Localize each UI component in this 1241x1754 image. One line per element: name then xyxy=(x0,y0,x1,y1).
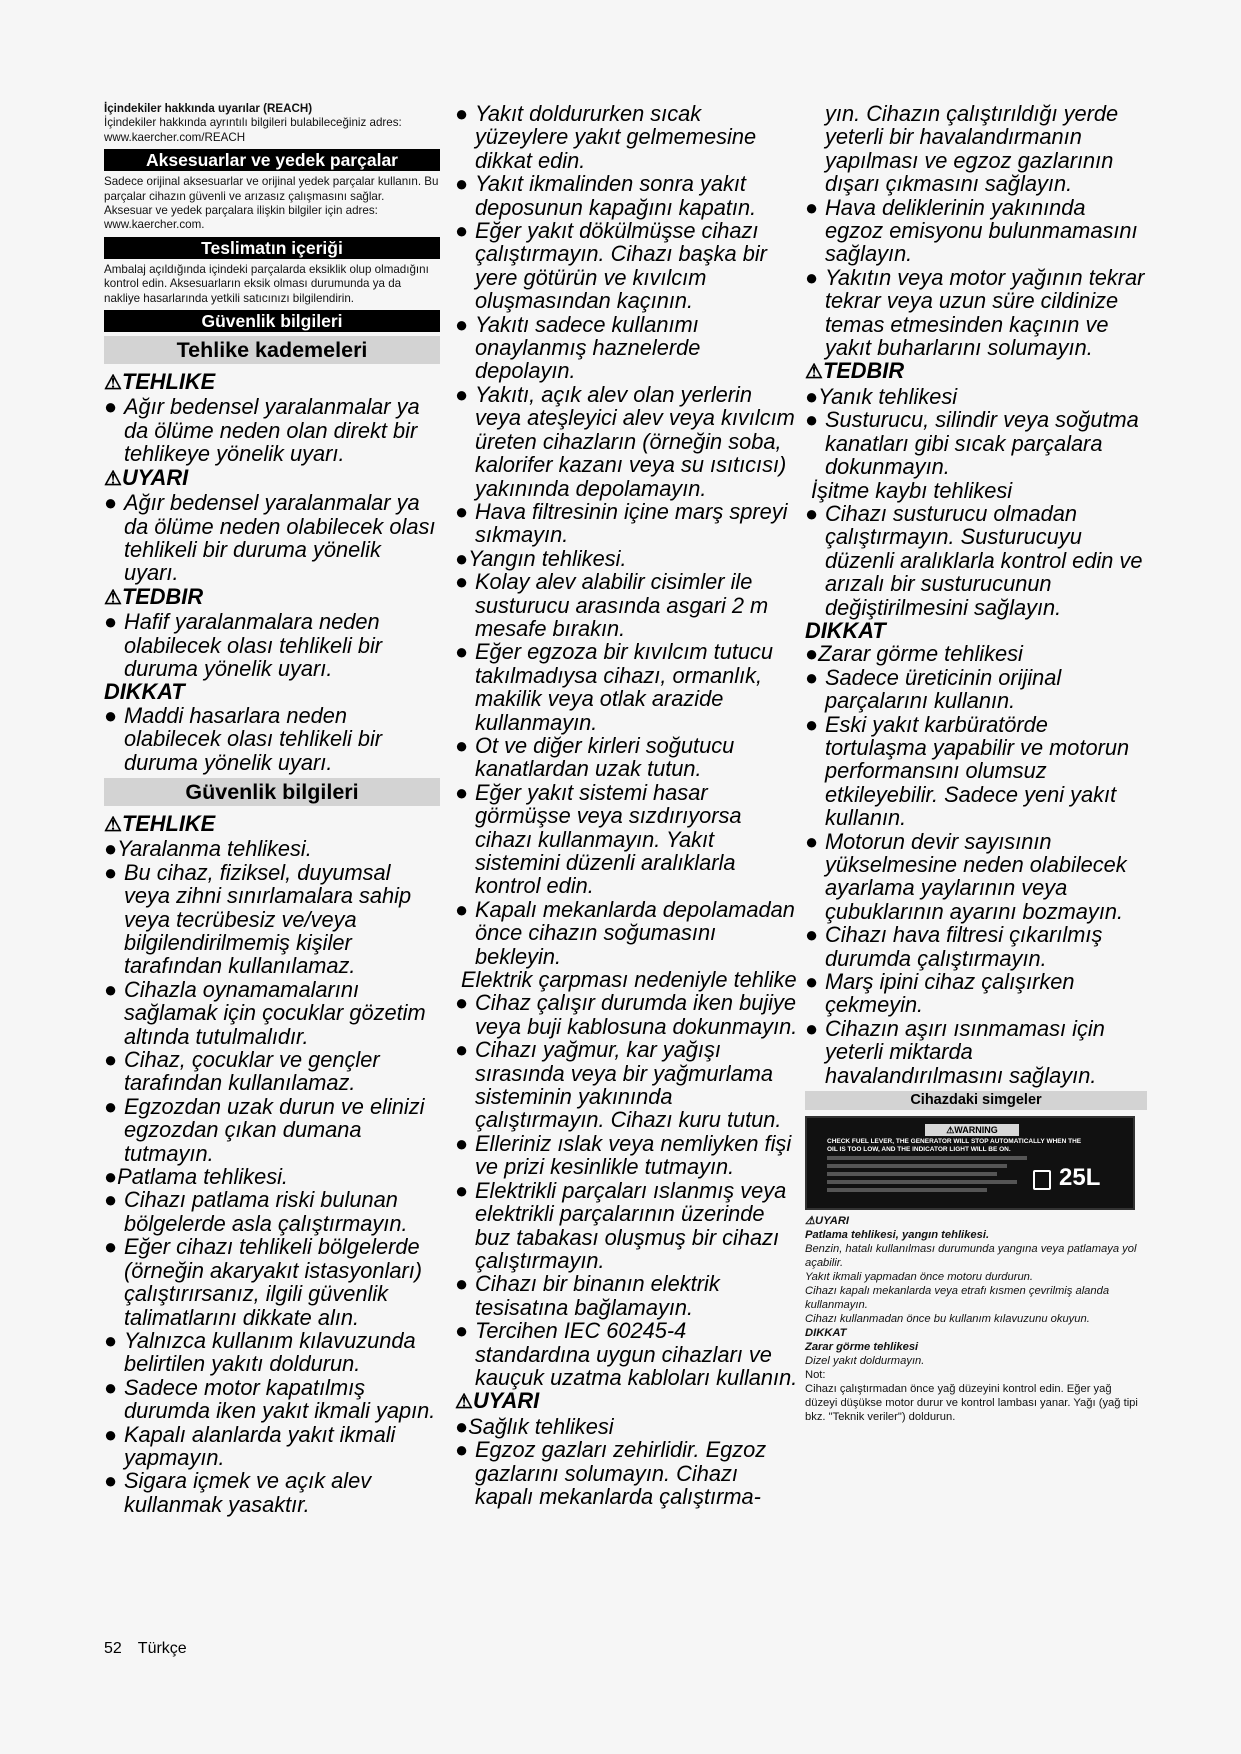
list-item: ● Tercihen IEC 60245-4 standardına uygun cihazları ve kauçuk uzatma kabloları kullanın. xyxy=(455,1318,798,1390)
page-footer xyxy=(104,1640,203,1658)
sticker-explosion: Patlama tehlikesi, yangın tehlikesi. xyxy=(805,1229,990,1242)
list-item: ● Yalnızca kullanım kılavuzunda belirtilen yakıtı doldurun. xyxy=(104,1327,416,1377)
danger2-heading: ⚠TEHLIKE xyxy=(104,810,216,836)
list-item: ● Eğer yakıt sistemi hasar görmüşse veya sızdırıyorsa cihazı kullanmayın. Yakıt sistemini düzenli aralıklarla kontrol edin. xyxy=(455,779,742,899)
sticker-text-6: Cihazı çalıştırmadan önce yağ düzeyini kontrol edin. Eğer yağ düzeyi düşükse motor durur ve kontrol lambası yanar. Yağı (yağ tipi bkz. "Teknik veriler") doldurun. xyxy=(805,1383,1138,1424)
list-item: ● Marş ipini cihaz çalışırken çekmeyin. xyxy=(805,969,1075,1018)
sticker-text-4: Cihazı kullanmadan önce bu kullanım kılavuzunu okuyun. xyxy=(805,1313,1090,1326)
warning-triangle-icon: ⚠ xyxy=(104,372,122,395)
accessories-header: Aksesuarlar ve yedek parçalar xyxy=(104,149,440,171)
hazard-levels-header: Tehlike kademeleri xyxy=(104,336,440,364)
warning-text: ● Ağır bedensel yaralanmalar ya da ölüme neden olabilecek olası tehlikeli bir duruma yönelik uyarı. xyxy=(104,490,436,586)
list-item: ● Cihazı bir binanın elektrik tesisatına bağlamayın. xyxy=(455,1271,720,1320)
list-item: ● Kapalı mekanlarda depolamadan önce cihazın soğumasını bekleyin. xyxy=(455,896,795,969)
explosion-label: ●Patlama tehlikesi. xyxy=(104,1164,288,1190)
danger-text: ● Ağır bedensel yaralanmalar ya da ölüme neden olan direkt bir tehlikeye yönelik uyarı. xyxy=(104,394,420,467)
sticker-text-1: Benzin, hatalı kullanılması durumunda yangına veya patlamaya yol açabilir. xyxy=(805,1243,1137,1270)
attention-text: ● Maddi hasarlara neden olabilecek olası tehlikeli bir duruma yönelik uyarı. xyxy=(104,702,383,775)
list-item: ● Cihaz çalışır durumda iken bujiye veya buji kablosuna dokunmayın. xyxy=(455,990,798,1039)
safety-header: Güvenlik bilgileri xyxy=(104,310,440,332)
list-item: ● Eski yakıt karbüratörde tortulaşma yapabilir ve motorun performansını olumsuz etkileyebilir. Sadece yeni yakıt kullanın. xyxy=(805,711,1130,831)
accessories-text-2: Aksesuar ve yedek parçalara ilişkin bilgiler için adres: www.kaercher.com. xyxy=(104,204,378,232)
damage-label: ●Zarar görme tehlikesi xyxy=(805,641,1023,667)
list-item: ● Hava filtresinin içine marş spreyi sıkmayın. xyxy=(455,498,788,548)
sticker-note: Not: xyxy=(805,1369,826,1382)
column-2 xyxy=(455,102,798,1508)
list-item: ● Yakıtın veya motor yağının tekrar tekrar veya uzun süre cildinize temas etmesinden kaçının ve yakıt buharlarını solumayın. xyxy=(805,264,1145,361)
list-item: ● Susturucu, silindir veya soğutma kanatları gibi sıcak parçalara dokunmayın. xyxy=(805,407,1139,480)
fire-label: ●Yangın tehlikesi. xyxy=(455,545,627,571)
list-item: ● Yakıt doldururken sıcak yüzeylere yakıt gelmemesine dikkat edin. xyxy=(455,101,757,173)
list-item: ● Bu cihaz, fiziksel, duyumsal veya zihni sınırlamalara sahip veya tecrübesiz ve/veya bilgilendirilmemiş kişiler tarafından kullanılamaz. xyxy=(104,859,412,979)
reach-title: İçindekiler hakkında uyarılar (REACH) xyxy=(104,102,313,115)
list-item: ● Cihazı patlama riski bulunan bölgelerde asla çalıştırmayın. xyxy=(104,1187,408,1236)
list-item: ● Sadece motor kapatılmış durumda iken yakıt ikmali yapın. xyxy=(104,1374,436,1424)
caution-text: ● Hafif yaralanmalara neden olabilecek olası tehlikeli bir duruma yönelik uyarı. xyxy=(104,609,383,681)
warning-triangle-icon: ⚠ xyxy=(104,813,122,836)
list-item: ● Cihazı susturucu olmadan çalıştırmayın. Susturucuyu düzenli aralıklarla kontrol edin ve arızalı bir susturucunun değiştirilmesini sağlayın. xyxy=(805,500,1143,620)
sticker-fine-print xyxy=(827,1188,987,1192)
attention2-heading: DIKKAT xyxy=(805,617,886,643)
hearing-label: İşitme kaybı tehlikesi xyxy=(811,477,1013,503)
sticker-capacity: 25L xyxy=(1059,1164,1101,1192)
sticker-attention: DIKKAT xyxy=(805,1327,847,1340)
list-item: ● Cihazı hava filtresi çıkarılmış durumda çalıştırmayın. xyxy=(805,922,1103,971)
sticker-warning-tag: ⚠WARNING xyxy=(925,1124,1019,1136)
list-item: ● Yakıtı sadece kullanımı onaylanmış haznelerde depolayın. xyxy=(455,311,701,384)
caution-heading: ⚠TEDBIR xyxy=(104,583,204,609)
list-item: ● Egzozdan uzak durun ve elinizi egzozdan çıkan dumana tutmayın. xyxy=(104,1093,425,1166)
warning2-heading: ⚠UYARI xyxy=(455,1388,540,1414)
delivery-header: Teslimatın içeriği xyxy=(104,237,440,259)
list-item: ● Elektrikli parçaları ıslanmış veya elektrikli parçalarının üzerinde buz tabakası oluşmuş bir cihazı çalıştırmayın. xyxy=(455,1177,787,1273)
list-item-continued: yın. Cihazın çalıştırıldığı yerde yeterli bir havalandırmanın yapılması ve egzoz gazlarının dışarı çıkmasını sağlayın. xyxy=(825,101,1119,197)
list-item: ● Kolay alev alabilir cisimler ile susturucu arasında asgari 2 m mesafe bırakın. xyxy=(455,569,769,641)
list-item: ● Cihazı yağmur, kar yağışı sırasında veya bir yağmurlama sisteminin yakınında çalıştırmayın. Cihazı kuru tutun. xyxy=(455,1037,782,1133)
warning-triangle-icon: ⚠ xyxy=(104,586,122,609)
page-number: 52 xyxy=(104,1640,122,1657)
burn-label: ●Yanık tehlikesi xyxy=(805,383,958,409)
list-item: ● Egzoz gazları zehirlidir. Egzoz gazlarını solumayın. Cihazı kapalı mekanlarda çalıştırma- xyxy=(455,1437,767,1509)
caution2-heading: ⚠TEDBIR xyxy=(805,358,905,384)
sticker-fine-print xyxy=(827,1172,997,1176)
delivery-text: Ambalaj açıldığında içindeki parçalarda eksiklik olup olmadığını kontrol edin. Aksesuarların eksik olması durumunda ya da nakliye hasarlarında yetkili satıcınızı bilgilendirin. xyxy=(104,262,429,305)
electric-label: Elektrik çarpması nedeniyle tehlike xyxy=(461,967,797,993)
language-label: Türkçe xyxy=(137,1640,187,1657)
column-3 xyxy=(805,102,1147,1424)
list-item: ● Cihaz, çocuklar ve gençler tarafından kullanılamaz. xyxy=(104,1047,380,1096)
list-item: ● Sigara içmek ve açık alev kullanmak yasaktır. xyxy=(104,1468,372,1517)
list-item: ● Hava deliklerinin yakınında egzoz emisyonu bulunmamasını sağlayın. xyxy=(805,194,1138,267)
warning-triangle-icon: ⚠ xyxy=(805,1215,816,1228)
list-item: ● Ot ve diğer kirleri soğutucu kanatlardan uzak tutun. xyxy=(455,732,735,782)
sticker-damage: Zarar görme tehlikesi xyxy=(805,1341,919,1354)
safety-info-header: Güvenlik bilgileri xyxy=(104,778,440,806)
list-item: ● Sadece üreticinin orijinal parçalarını kullanın. xyxy=(805,664,1062,714)
sticker-text-3: Cihazı kapalı mekanlarda veya etrafı kısmen çevrilmiş alanda kullanmayın. xyxy=(805,1285,1110,1312)
reach-text: İçindekiler hakkında ayrıntılı bilgileri bulabileceğiniz adres: www.kaercher.com/REACH xyxy=(104,116,402,144)
list-item: ● Motorun devir sayısının yükselmesine neden olabilecek ayarlama yaylarının veya çubuklarının ayarını bozmayın. xyxy=(805,828,1127,924)
health-label: ●Sağlık tehlikesi xyxy=(455,1413,614,1439)
list-item: ● Eğer cihazı tehlikeli bölgelerde (örneğin akaryakıt istasyonları) çalıştırırsanız, ilgili güvenlik talimatlarını dikkate alın. xyxy=(104,1234,423,1330)
sticker-fine-print xyxy=(827,1164,1007,1168)
sticker-text: CHECK FUEL LEVER, THE GENERATOR WILL STOP AUTOMATICALLY WHEN THE OIL IS TOO LOW, AND THE INDICATOR LIGHT WILL BE ON. xyxy=(827,1138,1082,1154)
fuel-pump-icon xyxy=(1033,1170,1051,1190)
attention-heading: DIKKAT xyxy=(104,679,185,705)
injury-label: ●Yaralanma tehlikesi. xyxy=(104,836,312,862)
warning-heading: ⚠UYARI xyxy=(104,464,189,490)
danger-heading: ⚠TEHLIKE xyxy=(104,369,216,395)
sticker-text-5: Dizel yakıt doldurmayın. xyxy=(805,1355,925,1368)
device-symbols-header: Cihazdaki simgeler xyxy=(805,1091,1147,1110)
list-item: ● Eğer egzoza bir kıvılcım tutucu takılmadıysa cihazı, ormanlık, makilik veya otlak arazide kullanmayın. xyxy=(455,639,774,735)
list-item: ● Elleriniz ıslak veya nemliyken fişi ve prizi kesinlikle tutmayın. xyxy=(455,1130,792,1180)
warning-triangle-icon: ⚠ xyxy=(104,467,122,490)
sticker-text-2: Yakıt ikmali yapmadan önce motoru durdurun. xyxy=(805,1271,1034,1284)
list-item: ● Kapalı alanlarda yakıt ikmali yapmayın. xyxy=(104,1421,396,1470)
list-item: ● Yakıtı, açık alev olan yerlerin veya ateşleyici alev veya kıvılcım üreten cihazların (örneğin soba, kalorifer kazanı veya su ısıtıcısı) yakınında depolamayın. xyxy=(455,381,795,501)
warning-triangle-icon: ⚠ xyxy=(946,1125,955,1136)
list-item: ● Cihazla oynamamalarını sağlamak için çocuklar gözetim altında tutulmalıdır. xyxy=(104,976,426,1049)
fuel-warning-sticker xyxy=(805,1116,1135,1210)
list-item: ● Yakıt ikmalinden sonra yakıt deposunun kapağını kapatın. xyxy=(455,171,757,220)
accessories-text-1: Sadece orijinal aksesuarlar ve orijinal yedek parçalar kullanın. Bu parçalar cihazın güvenli ve arızasız çalışmasını sağlar. xyxy=(104,175,439,203)
warning-triangle-icon: ⚠ xyxy=(455,1391,473,1414)
column-1 xyxy=(104,102,440,1516)
sticker-warning-heading: ⚠UYARI xyxy=(805,1215,850,1228)
list-item: ● Cihazın aşırı ısınmaması için yeterli miktarda havalandırılmasını sağlayın. xyxy=(805,1015,1105,1088)
sticker-fine-print xyxy=(827,1156,1027,1160)
sticker-fine-print xyxy=(827,1180,1017,1184)
warning-triangle-icon: ⚠ xyxy=(805,361,823,384)
list-item: ● Eğer yakıt dökülmüşse cihazı çalıştırmayın. Cihazı başka bir yere götürün ve kıvılcım oluşmasından kaçının. xyxy=(455,218,767,314)
